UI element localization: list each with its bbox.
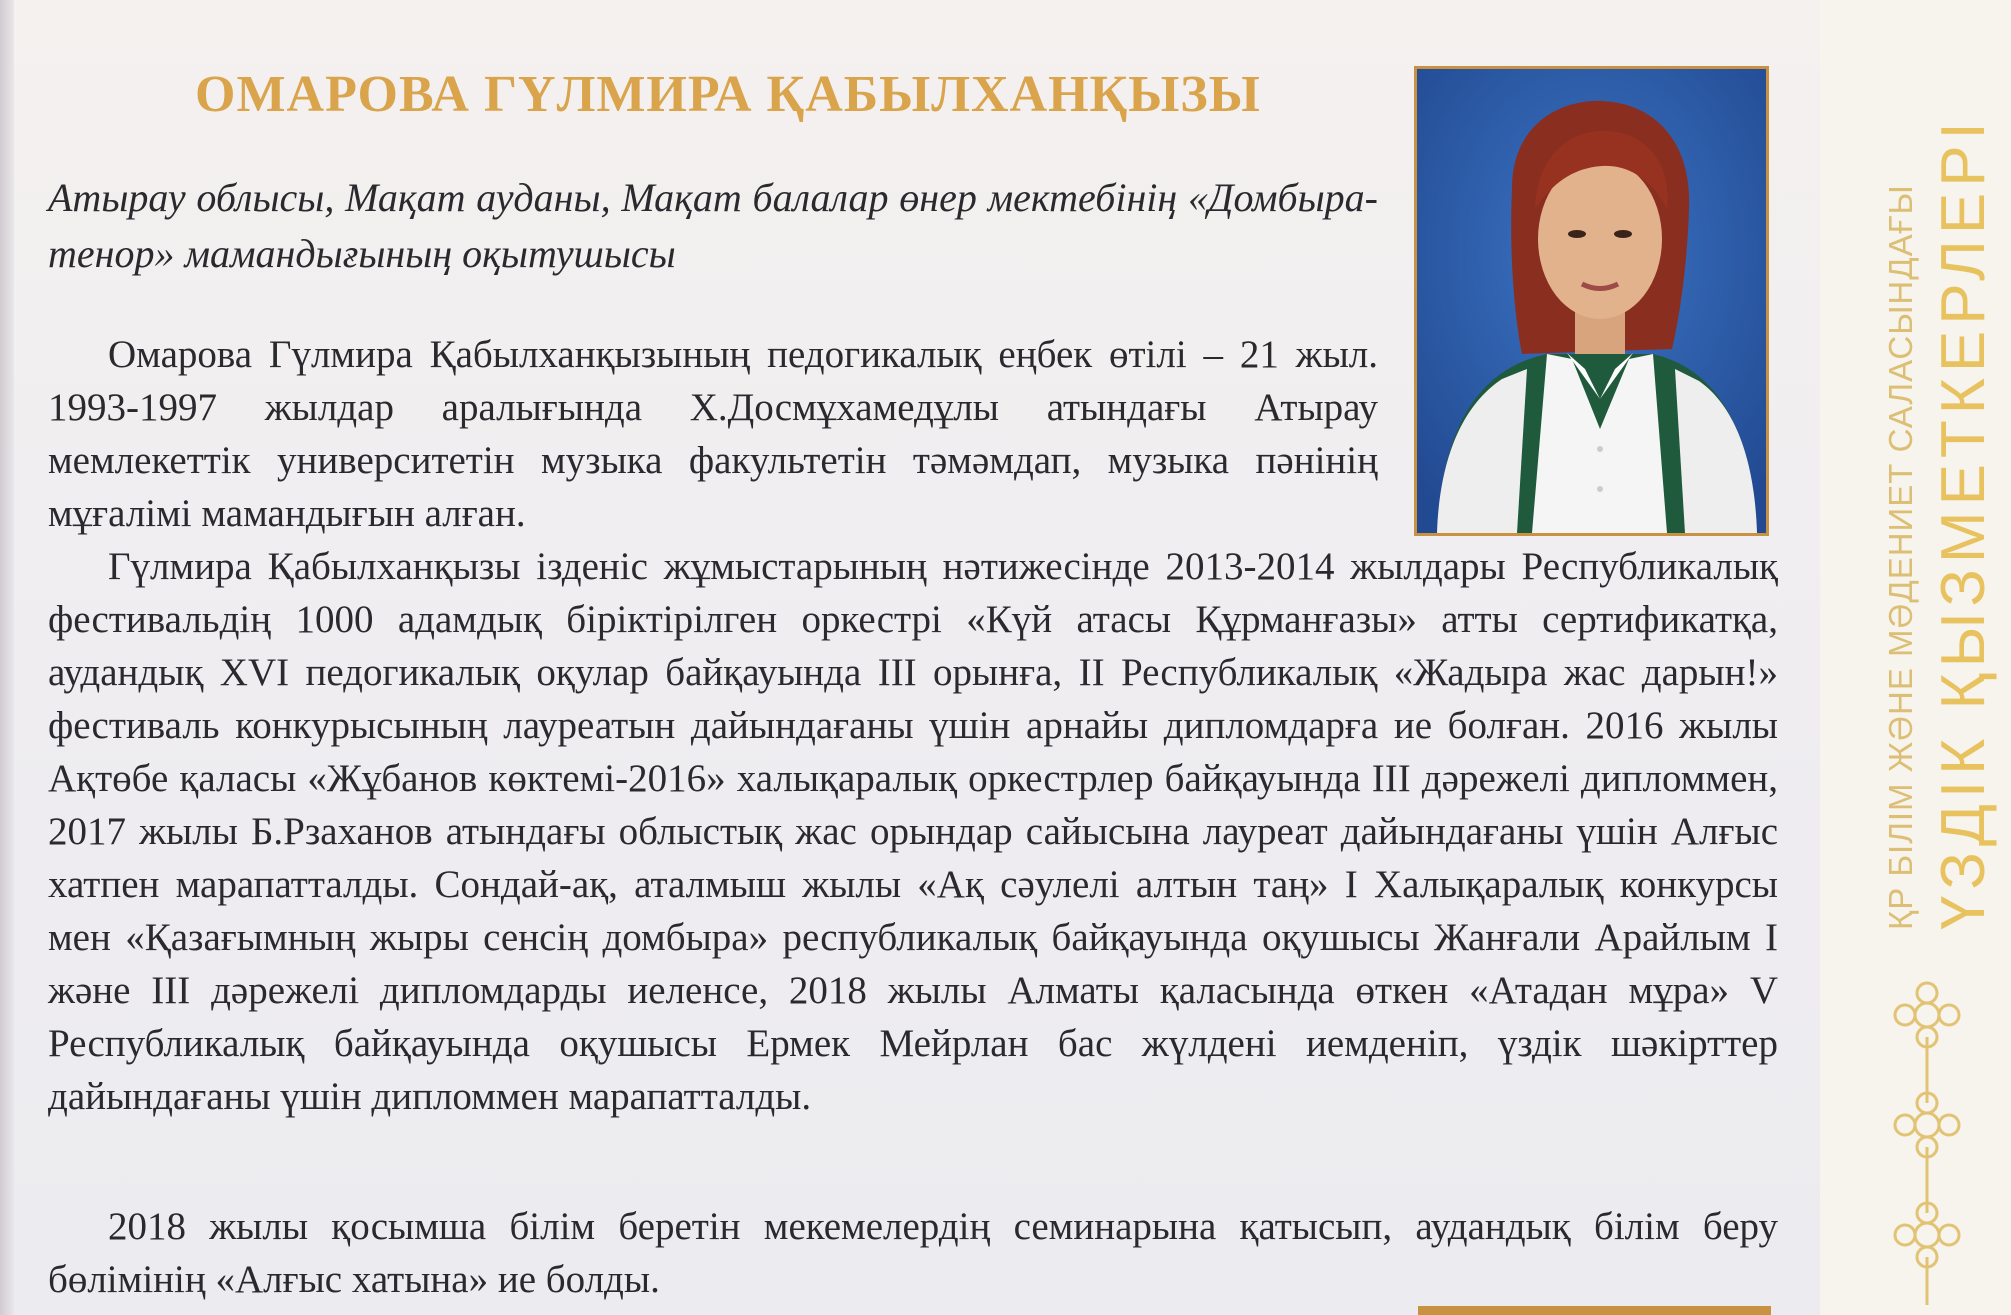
- biography-paragraph-3: 2018 жылы қосымша білім беретін мекемелердің семинарына қатысып, аудандық білім беру бөлімінің «Алғыс хатына» ие болды.: [48, 1205, 1778, 1301]
- side-caption-line-1: ҚР БІЛІМ ЖӘНЕ МӘДЕНИЕТ САЛАСЫНДАҒЫ: [1882, 184, 1919, 930]
- side-caption-line-2: ҮЗДІК ҚЫЗМЕТКЕРЛЕРІ: [1929, 116, 1998, 930]
- biography-paragraph-2: Гүлмира Қабылханқызы ізденіс жұмыстарының нәтижесінде 2013-2014 жылдары Республикалық фестивальдің 1000 адамдық біріктірілген оркестрі «Күй атасы Құрманғазы» атты сертификатқа, аудандық XVI педогикалық оқулар байқауында III орынға, II Республикалық «Жадыра жас дарын!» фестиваль конкурысының лауреатын дайындағаны үшін арнайы дипломдарға ие болған. 2016 жылы Ақтөбе қаласы «Жұбанов көктемі-2016» халықаралық оркестрлер байқауында III дәрежелі дипломмен, 2017 жылы Б.Рзаханов атындағы облыстық жас орындар сайысына лауреат дайындағаны үшін Алғыс хатпен марапатталды. Сондай-ақ, аталмыш жылы «Ақ сәулелі алтын таң» I Халықаралық конкурсы мен «Қазағымның жыры сенсің домбыра» республикалық байқауында оқушысы Жанғали Арайлым I және III дәрежелі дипломдарды иеленсе, 2018 жылы Алматы қаласында өткен «Атадан мұра» V Республикалық байқауында оқушысы Ермек Мейрлан бас жүлдені иемденіп, үздік шәкірттер дайындағаны үшін дипломмен марапатталды.: [48, 545, 1778, 1118]
- position-subtitle: Атырау облысы, Мақат ауданы, Мақат балалар өнер мектебінің «Домбыра-тенор» мамандығының оқытушысы: [48, 175, 1378, 276]
- ornament-pattern-icon: [1880, 975, 1975, 1305]
- page-gutter: [0, 0, 14, 1315]
- bottom-accent-bar: [1418, 1306, 1771, 1315]
- portrait-photo: [1414, 66, 1769, 536]
- biography-paragraph-1: Омарова Гүлмира Қабылханқызының педогикалық еңбек өтілі – 21 жыл. 1993-1997 жылдар аралығында Х.Досмұхамедұлы атындағы Атырау мемлекеттік университетін музыка факультетін тәмәмдап, музыка пәнінің мұғалімі мамандығын алған.: [48, 333, 1378, 535]
- person-name-title: ОМАРОВА ГҮЛМИРА ҚАБЫЛХАНҚЫЗЫ: [195, 66, 1261, 123]
